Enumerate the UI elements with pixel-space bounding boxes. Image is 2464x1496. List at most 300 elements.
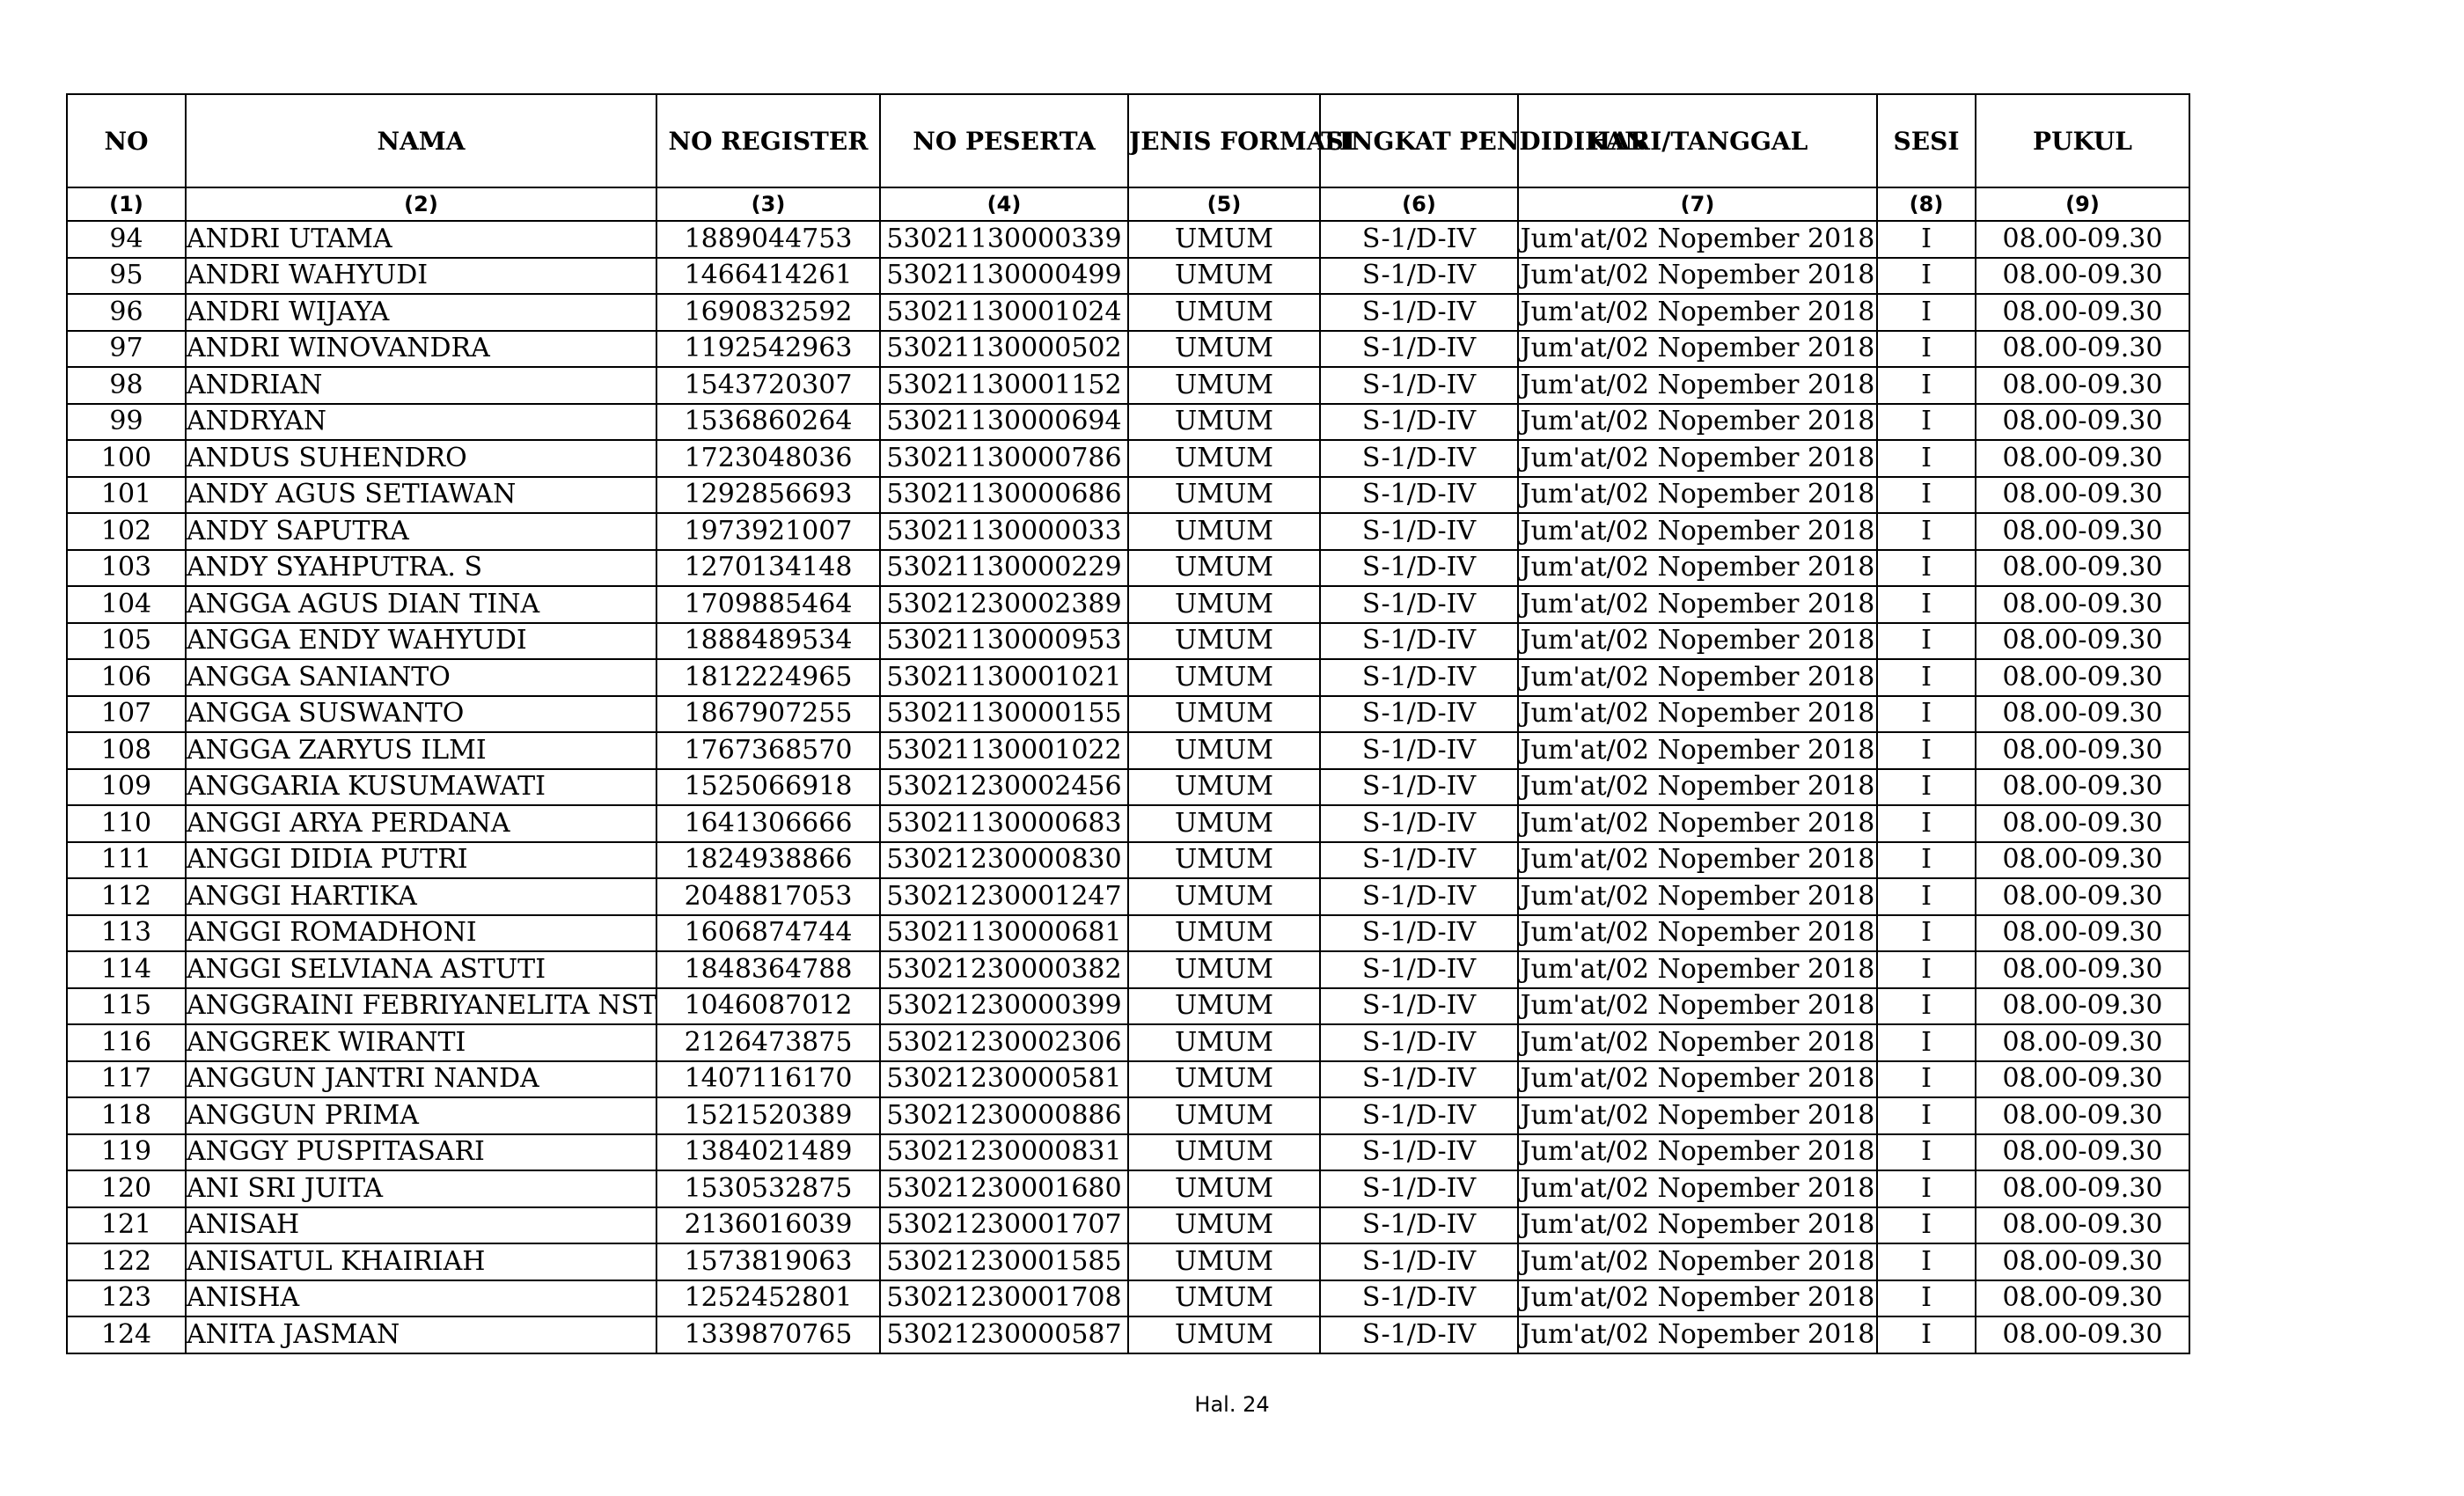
cell-nama: ANGGARIA KUSUMAWATI bbox=[186, 769, 656, 806]
cell-pukul: 08.00-09.30 bbox=[1976, 769, 2189, 806]
cell-pukul: 08.00-09.30 bbox=[1976, 1207, 2189, 1244]
column-number: (8) bbox=[1877, 187, 1976, 221]
cell-pukul: 08.00-09.30 bbox=[1976, 586, 2189, 623]
cell-sesi: I bbox=[1877, 915, 1976, 952]
cell-no: 100 bbox=[67, 440, 186, 477]
cell-tingkat-pendidikan: S-1/D-IV bbox=[1320, 258, 1518, 295]
cell-no-peserta: 53021130000229 bbox=[880, 550, 1128, 587]
cell-hari-tanggal: Jum'at/02 Nopember 2018 bbox=[1518, 1024, 1877, 1061]
table-row bbox=[67, 1061, 2189, 1098]
cell-sesi: I bbox=[1877, 805, 1976, 842]
cell-no-peserta: 53021130001022 bbox=[880, 732, 1128, 769]
cell-jenis-formasi: UMUM bbox=[1128, 440, 1320, 477]
cell-no-register: 1690832592 bbox=[656, 294, 880, 331]
cell-pukul: 08.00-09.30 bbox=[1976, 1024, 2189, 1061]
cell-hari-tanggal: Jum'at/02 Nopember 2018 bbox=[1518, 878, 1877, 915]
cell-no-register: 1973921007 bbox=[656, 513, 880, 550]
cell-tingkat-pendidikan: S-1/D-IV bbox=[1320, 440, 1518, 477]
cell-no-register: 1292856693 bbox=[656, 477, 880, 514]
cell-no-register: 1521520389 bbox=[656, 1097, 880, 1134]
cell-nama: ANDUS SUHENDRO bbox=[186, 440, 656, 477]
cell-no-peserta: 53021230001707 bbox=[880, 1207, 1128, 1244]
cell-jenis-formasi: UMUM bbox=[1128, 915, 1320, 952]
cell-no-register: 1848364788 bbox=[656, 951, 880, 988]
cell-no-peserta: 53021130000033 bbox=[880, 513, 1128, 550]
column-number: (2) bbox=[186, 187, 656, 221]
cell-tingkat-pendidikan: S-1/D-IV bbox=[1320, 1097, 1518, 1134]
cell-nama: ANDRYAN bbox=[186, 404, 656, 441]
cell-tingkat-pendidikan: S-1/D-IV bbox=[1320, 842, 1518, 879]
cell-tingkat-pendidikan: S-1/D-IV bbox=[1320, 404, 1518, 441]
cell-sesi: I bbox=[1877, 1316, 1976, 1353]
cell-sesi: I bbox=[1877, 696, 1976, 733]
cell-no-register: 1573819063 bbox=[656, 1243, 880, 1280]
cell-no: 114 bbox=[67, 951, 186, 988]
cell-no: 123 bbox=[67, 1280, 186, 1317]
cell-pukul: 08.00-09.30 bbox=[1976, 659, 2189, 696]
cell-sesi: I bbox=[1877, 769, 1976, 806]
cell-no-register: 1046087012 bbox=[656, 988, 880, 1025]
column-number: (6) bbox=[1320, 187, 1518, 221]
cell-tingkat-pendidikan: S-1/D-IV bbox=[1320, 331, 1518, 368]
table-row bbox=[67, 294, 2189, 331]
cell-no-peserta: 53021230002389 bbox=[880, 586, 1128, 623]
column-number: (9) bbox=[1976, 187, 2189, 221]
cell-no-peserta: 53021130001152 bbox=[880, 367, 1128, 404]
cell-jenis-formasi: UMUM bbox=[1128, 258, 1320, 295]
cell-hari-tanggal: Jum'at/02 Nopember 2018 bbox=[1518, 842, 1877, 879]
cell-no-register: 1606874744 bbox=[656, 915, 880, 952]
cell-sesi: I bbox=[1877, 1024, 1976, 1061]
cell-nama: ANDRI WAHYUDI bbox=[186, 258, 656, 295]
table-body bbox=[67, 221, 2189, 1353]
cell-sesi: I bbox=[1877, 1097, 1976, 1134]
cell-no-peserta: 53021230002306 bbox=[880, 1024, 1128, 1061]
cell-no-register: 1543720307 bbox=[656, 367, 880, 404]
cell-hari-tanggal: Jum'at/02 Nopember 2018 bbox=[1518, 477, 1877, 514]
column-number: (7) bbox=[1518, 187, 1877, 221]
cell-pukul: 08.00-09.30 bbox=[1976, 1243, 2189, 1280]
cell-no: 96 bbox=[67, 294, 186, 331]
table-row bbox=[67, 805, 2189, 842]
cell-no: 121 bbox=[67, 1207, 186, 1244]
cell-no-register: 2136016039 bbox=[656, 1207, 880, 1244]
page-number: Hal. 24 bbox=[1194, 1392, 1270, 1417]
table-row bbox=[67, 1170, 2189, 1207]
table-row bbox=[67, 1243, 2189, 1280]
cell-pukul: 08.00-09.30 bbox=[1976, 915, 2189, 952]
cell-tingkat-pendidikan: S-1/D-IV bbox=[1320, 988, 1518, 1025]
cell-pukul: 08.00-09.30 bbox=[1976, 550, 2189, 587]
cell-no: 110 bbox=[67, 805, 186, 842]
cell-no: 104 bbox=[67, 586, 186, 623]
cell-no-register: 1889044753 bbox=[656, 221, 880, 258]
cell-tingkat-pendidikan: S-1/D-IV bbox=[1320, 1243, 1518, 1280]
cell-jenis-formasi: UMUM bbox=[1128, 1280, 1320, 1317]
cell-no: 105 bbox=[67, 623, 186, 660]
header-nama: NAMA bbox=[186, 94, 656, 187]
header-no-register: NO REGISTER bbox=[656, 94, 880, 187]
cell-jenis-formasi: UMUM bbox=[1128, 1170, 1320, 1207]
cell-no-peserta: 53021130000339 bbox=[880, 221, 1128, 258]
cell-hari-tanggal: Jum'at/02 Nopember 2018 bbox=[1518, 1243, 1877, 1280]
cell-pukul: 08.00-09.30 bbox=[1976, 440, 2189, 477]
cell-pukul: 08.00-09.30 bbox=[1976, 1097, 2189, 1134]
table-row bbox=[67, 258, 2189, 295]
header-hari-tanggal: HARI/TANGGAL bbox=[1518, 94, 1877, 187]
cell-pukul: 08.00-09.30 bbox=[1976, 805, 2189, 842]
cell-nama: ANDY AGUS SETIAWAN bbox=[186, 477, 656, 514]
cell-pukul: 08.00-09.30 bbox=[1976, 988, 2189, 1025]
cell-no-register: 1812224965 bbox=[656, 659, 880, 696]
cell-no: 119 bbox=[67, 1134, 186, 1171]
cell-no: 120 bbox=[67, 1170, 186, 1207]
cell-no: 103 bbox=[67, 550, 186, 587]
cell-no: 112 bbox=[67, 878, 186, 915]
cell-no-peserta: 53021130000683 bbox=[880, 805, 1128, 842]
cell-jenis-formasi: UMUM bbox=[1128, 1061, 1320, 1098]
cell-no-peserta: 53021230000830 bbox=[880, 842, 1128, 879]
cell-pukul: 08.00-09.30 bbox=[1976, 1134, 2189, 1171]
column-number: (1) bbox=[67, 187, 186, 221]
cell-jenis-formasi: UMUM bbox=[1128, 1024, 1320, 1061]
cell-jenis-formasi: UMUM bbox=[1128, 696, 1320, 733]
cell-pukul: 08.00-09.30 bbox=[1976, 513, 2189, 550]
cell-sesi: I bbox=[1877, 623, 1976, 660]
cell-jenis-formasi: UMUM bbox=[1128, 550, 1320, 587]
cell-hari-tanggal: Jum'at/02 Nopember 2018 bbox=[1518, 367, 1877, 404]
cell-nama: ANDY SYAHPUTRA. S bbox=[186, 550, 656, 587]
table-row bbox=[67, 586, 2189, 623]
cell-jenis-formasi: UMUM bbox=[1128, 404, 1320, 441]
cell-no-peserta: 53021230000587 bbox=[880, 1316, 1128, 1353]
cell-tingkat-pendidikan: S-1/D-IV bbox=[1320, 1170, 1518, 1207]
cell-nama: ANISATUL KHAIRIAH bbox=[186, 1243, 656, 1280]
table-row bbox=[67, 550, 2189, 587]
cell-no-peserta: 53021130000694 bbox=[880, 404, 1128, 441]
table-row bbox=[67, 696, 2189, 733]
cell-no: 109 bbox=[67, 769, 186, 806]
cell-no: 118 bbox=[67, 1097, 186, 1134]
table-row bbox=[67, 988, 2189, 1025]
cell-no: 117 bbox=[67, 1061, 186, 1098]
cell-hari-tanggal: Jum'at/02 Nopember 2018 bbox=[1518, 1207, 1877, 1244]
cell-sesi: I bbox=[1877, 1061, 1976, 1098]
cell-no-peserta: 53021230001247 bbox=[880, 878, 1128, 915]
cell-tingkat-pendidikan: S-1/D-IV bbox=[1320, 623, 1518, 660]
table-row bbox=[67, 659, 2189, 696]
header-sesi: SESI bbox=[1877, 94, 1976, 187]
cell-no-register: 1192542963 bbox=[656, 331, 880, 368]
cell-sesi: I bbox=[1877, 477, 1976, 514]
cell-jenis-formasi: UMUM bbox=[1128, 1097, 1320, 1134]
table-row bbox=[67, 732, 2189, 769]
cell-tingkat-pendidikan: S-1/D-IV bbox=[1320, 769, 1518, 806]
cell-jenis-formasi: UMUM bbox=[1128, 1207, 1320, 1244]
cell-no-register: 1723048036 bbox=[656, 440, 880, 477]
cell-no: 102 bbox=[67, 513, 186, 550]
table-row bbox=[67, 367, 2189, 404]
cell-tingkat-pendidikan: S-1/D-IV bbox=[1320, 1024, 1518, 1061]
table-row bbox=[67, 1024, 2189, 1061]
cell-nama: ANGGREK WIRANTI bbox=[186, 1024, 656, 1061]
cell-no-register: 1339870765 bbox=[656, 1316, 880, 1353]
cell-no: 101 bbox=[67, 477, 186, 514]
table-row bbox=[67, 221, 2189, 258]
cell-sesi: I bbox=[1877, 878, 1976, 915]
cell-sesi: I bbox=[1877, 440, 1976, 477]
cell-nama: ANGGA ZARYUS ILMI bbox=[186, 732, 656, 769]
cell-hari-tanggal: Jum'at/02 Nopember 2018 bbox=[1518, 1097, 1877, 1134]
cell-no: 111 bbox=[67, 842, 186, 879]
column-number: (4) bbox=[880, 187, 1128, 221]
cell-no-register: 1270134148 bbox=[656, 550, 880, 587]
cell-no-peserta: 53021130001021 bbox=[880, 659, 1128, 696]
cell-tingkat-pendidikan: S-1/D-IV bbox=[1320, 915, 1518, 952]
cell-tingkat-pendidikan: S-1/D-IV bbox=[1320, 659, 1518, 696]
cell-hari-tanggal: Jum'at/02 Nopember 2018 bbox=[1518, 258, 1877, 295]
cell-nama: ANGGUN JANTRI NANDA bbox=[186, 1061, 656, 1098]
cell-hari-tanggal: Jum'at/02 Nopember 2018 bbox=[1518, 1061, 1877, 1098]
cell-tingkat-pendidikan: S-1/D-IV bbox=[1320, 951, 1518, 988]
cell-sesi: I bbox=[1877, 659, 1976, 696]
table-row bbox=[67, 1316, 2189, 1353]
table-row bbox=[67, 769, 2189, 806]
cell-no-peserta: 53021230000886 bbox=[880, 1097, 1128, 1134]
cell-nama: ANITA JASMAN bbox=[186, 1316, 656, 1353]
cell-sesi: I bbox=[1877, 404, 1976, 441]
cell-nama: ANI SRI JUITA bbox=[186, 1170, 656, 1207]
cell-no: 115 bbox=[67, 988, 186, 1025]
cell-no-peserta: 53021230000399 bbox=[880, 988, 1128, 1025]
cell-no-register: 2048817053 bbox=[656, 878, 880, 915]
cell-no-register: 1824938866 bbox=[656, 842, 880, 879]
cell-no-peserta: 53021130000681 bbox=[880, 915, 1128, 952]
cell-no-register: 2126473875 bbox=[656, 1024, 880, 1061]
table-row bbox=[67, 842, 2189, 879]
cell-sesi: I bbox=[1877, 1134, 1976, 1171]
cell-jenis-formasi: UMUM bbox=[1128, 988, 1320, 1025]
cell-no-register: 1709885464 bbox=[656, 586, 880, 623]
cell-pukul: 08.00-09.30 bbox=[1976, 951, 2189, 988]
cell-no-peserta: 53021230002456 bbox=[880, 769, 1128, 806]
column-number: (3) bbox=[656, 187, 880, 221]
cell-hari-tanggal: Jum'at/02 Nopember 2018 bbox=[1518, 550, 1877, 587]
cell-no: 122 bbox=[67, 1243, 186, 1280]
cell-sesi: I bbox=[1877, 331, 1976, 368]
cell-no: 98 bbox=[67, 367, 186, 404]
header-no-peserta: NO PESERTA bbox=[880, 94, 1128, 187]
cell-pukul: 08.00-09.30 bbox=[1976, 842, 2189, 879]
cell-pukul: 08.00-09.30 bbox=[1976, 1061, 2189, 1098]
cell-no-register: 1384021489 bbox=[656, 1134, 880, 1171]
column-number: (5) bbox=[1128, 187, 1320, 221]
cell-sesi: I bbox=[1877, 513, 1976, 550]
table-row bbox=[67, 915, 2189, 952]
cell-hari-tanggal: Jum'at/02 Nopember 2018 bbox=[1518, 915, 1877, 952]
cell-no-register: 1867907255 bbox=[656, 696, 880, 733]
cell-pukul: 08.00-09.30 bbox=[1976, 696, 2189, 733]
cell-no-peserta: 53021130000686 bbox=[880, 477, 1128, 514]
participant-schedule-table bbox=[66, 93, 2190, 1354]
cell-hari-tanggal: Jum'at/02 Nopember 2018 bbox=[1518, 1170, 1877, 1207]
table-row bbox=[67, 404, 2189, 441]
cell-pukul: 08.00-09.30 bbox=[1976, 1280, 2189, 1317]
cell-no: 106 bbox=[67, 659, 186, 696]
cell-tingkat-pendidikan: S-1/D-IV bbox=[1320, 1061, 1518, 1098]
cell-pukul: 08.00-09.30 bbox=[1976, 221, 2189, 258]
table-row bbox=[67, 623, 2189, 660]
cell-no-peserta: 53021130000953 bbox=[880, 623, 1128, 660]
cell-no-peserta: 53021130000155 bbox=[880, 696, 1128, 733]
cell-hari-tanggal: Jum'at/02 Nopember 2018 bbox=[1518, 988, 1877, 1025]
cell-no-register: 1466414261 bbox=[656, 258, 880, 295]
table-row bbox=[67, 1280, 2189, 1317]
cell-hari-tanggal: Jum'at/02 Nopember 2018 bbox=[1518, 513, 1877, 550]
cell-pukul: 08.00-09.30 bbox=[1976, 878, 2189, 915]
table-row bbox=[67, 440, 2189, 477]
cell-no: 95 bbox=[67, 258, 186, 295]
cell-no: 94 bbox=[67, 221, 186, 258]
cell-nama: ANGGA AGUS DIAN TINA bbox=[186, 586, 656, 623]
table-row bbox=[67, 513, 2189, 550]
cell-tingkat-pendidikan: S-1/D-IV bbox=[1320, 1207, 1518, 1244]
cell-tingkat-pendidikan: S-1/D-IV bbox=[1320, 1280, 1518, 1317]
cell-no-register: 1530532875 bbox=[656, 1170, 880, 1207]
cell-no: 99 bbox=[67, 404, 186, 441]
cell-hari-tanggal: Jum'at/02 Nopember 2018 bbox=[1518, 440, 1877, 477]
table-row bbox=[67, 1207, 2189, 1244]
cell-hari-tanggal: Jum'at/02 Nopember 2018 bbox=[1518, 805, 1877, 842]
cell-no: 108 bbox=[67, 732, 186, 769]
header-jenis-formasi: JENIS FORMASI bbox=[1128, 94, 1320, 187]
header-pukul: PUKUL bbox=[1976, 94, 2189, 187]
cell-sesi: I bbox=[1877, 586, 1976, 623]
cell-nama: ANISHA bbox=[186, 1280, 656, 1317]
cell-sesi: I bbox=[1877, 988, 1976, 1025]
cell-no-peserta: 53021230001585 bbox=[880, 1243, 1128, 1280]
cell-nama: ANGGRAINI FEBRIYANELITA NST bbox=[186, 988, 656, 1025]
cell-tingkat-pendidikan: S-1/D-IV bbox=[1320, 367, 1518, 404]
cell-nama: ANDRI UTAMA bbox=[186, 221, 656, 258]
cell-hari-tanggal: Jum'at/02 Nopember 2018 bbox=[1518, 586, 1877, 623]
cell-tingkat-pendidikan: S-1/D-IV bbox=[1320, 878, 1518, 915]
cell-jenis-formasi: UMUM bbox=[1128, 805, 1320, 842]
cell-jenis-formasi: UMUM bbox=[1128, 477, 1320, 514]
cell-sesi: I bbox=[1877, 1280, 1976, 1317]
cell-no-peserta: 53021230000382 bbox=[880, 951, 1128, 988]
cell-jenis-formasi: UMUM bbox=[1128, 878, 1320, 915]
cell-sesi: I bbox=[1877, 1207, 1976, 1244]
cell-jenis-formasi: UMUM bbox=[1128, 659, 1320, 696]
cell-no-peserta: 53021230000831 bbox=[880, 1134, 1128, 1171]
cell-hari-tanggal: Jum'at/02 Nopember 2018 bbox=[1518, 732, 1877, 769]
cell-hari-tanggal: Jum'at/02 Nopember 2018 bbox=[1518, 404, 1877, 441]
cell-sesi: I bbox=[1877, 294, 1976, 331]
cell-pukul: 08.00-09.30 bbox=[1976, 404, 2189, 441]
cell-jenis-formasi: UMUM bbox=[1128, 1243, 1320, 1280]
cell-pukul: 08.00-09.30 bbox=[1976, 1316, 2189, 1353]
cell-hari-tanggal: Jum'at/02 Nopember 2018 bbox=[1518, 696, 1877, 733]
cell-jenis-formasi: UMUM bbox=[1128, 842, 1320, 879]
table-row bbox=[67, 1097, 2189, 1134]
table-row bbox=[67, 331, 2189, 368]
cell-no-register: 1888489534 bbox=[656, 623, 880, 660]
cell-nama: ANDRIAN bbox=[186, 367, 656, 404]
cell-no: 124 bbox=[67, 1316, 186, 1353]
cell-no: 116 bbox=[67, 1024, 186, 1061]
cell-nama: ANGGA ENDY WAHYUDI bbox=[186, 623, 656, 660]
cell-no: 107 bbox=[67, 696, 186, 733]
cell-nama: ANGGI ARYA PERDANA bbox=[186, 805, 656, 842]
cell-nama: ANGGI ROMADHONI bbox=[186, 915, 656, 952]
cell-hari-tanggal: Jum'at/02 Nopember 2018 bbox=[1518, 1134, 1877, 1171]
table-row bbox=[67, 878, 2189, 915]
cell-sesi: I bbox=[1877, 550, 1976, 587]
table-row bbox=[67, 951, 2189, 988]
cell-tingkat-pendidikan: S-1/D-IV bbox=[1320, 294, 1518, 331]
cell-jenis-formasi: UMUM bbox=[1128, 623, 1320, 660]
cell-no-peserta: 53021230001680 bbox=[880, 1170, 1128, 1207]
cell-nama: ANGGA SANIANTO bbox=[186, 659, 656, 696]
cell-pukul: 08.00-09.30 bbox=[1976, 258, 2189, 295]
cell-jenis-formasi: UMUM bbox=[1128, 513, 1320, 550]
cell-tingkat-pendidikan: S-1/D-IV bbox=[1320, 1134, 1518, 1171]
cell-sesi: I bbox=[1877, 367, 1976, 404]
cell-jenis-formasi: UMUM bbox=[1128, 294, 1320, 331]
cell-pukul: 08.00-09.30 bbox=[1976, 623, 2189, 660]
cell-no-peserta: 53021130000786 bbox=[880, 440, 1128, 477]
cell-jenis-formasi: UMUM bbox=[1128, 769, 1320, 806]
cell-jenis-formasi: UMUM bbox=[1128, 221, 1320, 258]
cell-hari-tanggal: Jum'at/02 Nopember 2018 bbox=[1518, 331, 1877, 368]
cell-no-register: 1536860264 bbox=[656, 404, 880, 441]
cell-nama: ANGGI DIDIA PUTRI bbox=[186, 842, 656, 879]
table-row bbox=[67, 1134, 2189, 1171]
cell-pukul: 08.00-09.30 bbox=[1976, 477, 2189, 514]
cell-pukul: 08.00-09.30 bbox=[1976, 732, 2189, 769]
cell-pukul: 08.00-09.30 bbox=[1976, 1170, 2189, 1207]
cell-pukul: 08.00-09.30 bbox=[1976, 367, 2189, 404]
cell-tingkat-pendidikan: S-1/D-IV bbox=[1320, 1316, 1518, 1353]
cell-no-register: 1407116170 bbox=[656, 1061, 880, 1098]
cell-sesi: I bbox=[1877, 221, 1976, 258]
cell-hari-tanggal: Jum'at/02 Nopember 2018 bbox=[1518, 623, 1877, 660]
cell-jenis-formasi: UMUM bbox=[1128, 586, 1320, 623]
cell-no-peserta: 53021130000502 bbox=[880, 331, 1128, 368]
cell-nama: ANGGUN PRIMA bbox=[186, 1097, 656, 1134]
header-row bbox=[67, 94, 2189, 187]
cell-sesi: I bbox=[1877, 951, 1976, 988]
cell-no-peserta: 53021230000581 bbox=[880, 1061, 1128, 1098]
cell-nama: ANISAH bbox=[186, 1207, 656, 1244]
cell-nama: ANGGY PUSPITASARI bbox=[186, 1134, 656, 1171]
cell-nama: ANGGI SELVIANA ASTUTI bbox=[186, 951, 656, 988]
cell-sesi: I bbox=[1877, 258, 1976, 295]
cell-no: 113 bbox=[67, 915, 186, 952]
cell-no-peserta: 53021130001024 bbox=[880, 294, 1128, 331]
cell-nama: ANDRI WINOVANDRA bbox=[186, 331, 656, 368]
cell-hari-tanggal: Jum'at/02 Nopember 2018 bbox=[1518, 769, 1877, 806]
cell-jenis-formasi: UMUM bbox=[1128, 1134, 1320, 1171]
cell-hari-tanggal: Jum'at/02 Nopember 2018 bbox=[1518, 659, 1877, 696]
cell-sesi: I bbox=[1877, 732, 1976, 769]
cell-tingkat-pendidikan: S-1/D-IV bbox=[1320, 805, 1518, 842]
cell-hari-tanggal: Jum'at/02 Nopember 2018 bbox=[1518, 951, 1877, 988]
cell-tingkat-pendidikan: S-1/D-IV bbox=[1320, 221, 1518, 258]
cell-nama: ANDRI WIJAYA bbox=[186, 294, 656, 331]
cell-sesi: I bbox=[1877, 1170, 1976, 1207]
